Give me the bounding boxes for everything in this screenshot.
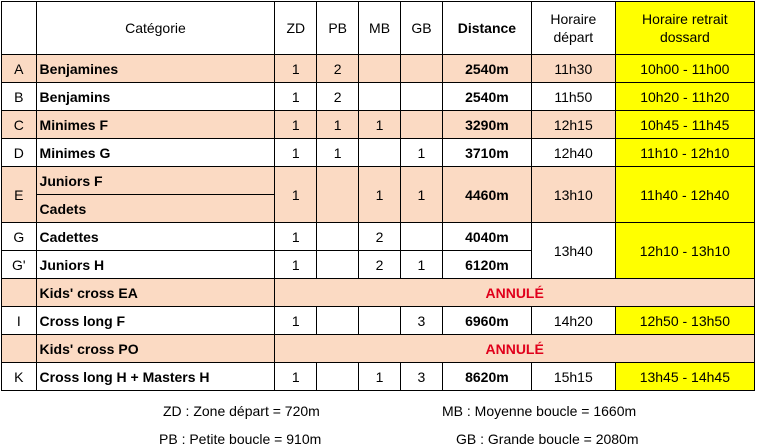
row-depart: 11h30: [531, 55, 615, 83]
row-retrait: 10h20 - 11h20: [615, 83, 754, 111]
row-distance: 2540m: [442, 55, 531, 83]
table-row: [2, 111, 755, 139]
row-mb: 1: [359, 111, 401, 139]
row-code: B: [2, 83, 37, 111]
row-depart: 11h50: [531, 83, 615, 111]
row-zd: 1: [275, 251, 317, 279]
table-row: [2, 83, 755, 111]
row-distance: 8620m: [442, 363, 531, 391]
row-category: Kids' cross EA: [36, 279, 275, 307]
row-category: Cross long H + Masters H: [36, 363, 275, 391]
row-pb: [317, 167, 359, 223]
row-mb: [359, 307, 401, 335]
row-code: C: [2, 111, 37, 139]
row-code: A: [2, 55, 37, 83]
row-code: I: [2, 307, 37, 335]
row-pb: [317, 223, 359, 251]
row-pb: [317, 307, 359, 335]
row-retrait: 10h00 - 11h00: [615, 55, 754, 83]
header-row: [2, 2, 755, 55]
row-category: Benjamines: [36, 55, 275, 83]
row-distance: 4040m: [442, 223, 531, 251]
row-pb: [317, 251, 359, 279]
row-gb: 3: [401, 363, 443, 391]
legend-mb: MB : Moyenne boucle = 1660m: [442, 403, 637, 419]
row-category: Cadettes: [36, 223, 275, 251]
table-row: [2, 167, 755, 195]
row-depart: 13h10: [531, 167, 615, 223]
row-zd: 1: [275, 307, 317, 335]
row-gb: 3: [401, 307, 443, 335]
row-gb: [401, 223, 443, 251]
row-category: Juniors H: [36, 251, 275, 279]
row-distance: 6120m: [442, 251, 531, 279]
table-row: [2, 363, 755, 391]
row-pb: 2: [317, 83, 359, 111]
header-zd: ZD: [275, 2, 317, 55]
row-category: Cross long F: [36, 307, 275, 335]
row-gb: 1: [401, 167, 443, 223]
row-pb: 1: [317, 139, 359, 167]
row-retrait: 11h40 - 12h40: [615, 167, 754, 223]
row-code: E: [2, 167, 37, 223]
row-code: G: [2, 223, 37, 251]
row-depart: 12h40: [531, 139, 615, 167]
row-retrait: 11h10 - 12h10: [615, 139, 754, 167]
row-retrait: 12h50 - 13h50: [615, 307, 754, 335]
row-zd: 1: [275, 139, 317, 167]
row-gb: [401, 111, 443, 139]
row-gb: 1: [401, 251, 443, 279]
row-retrait: 13h45 - 14h45: [615, 363, 754, 391]
row-code: D: [2, 139, 37, 167]
row-zd: 1: [275, 111, 317, 139]
row-code: K: [2, 363, 37, 391]
row-zd: 1: [275, 55, 317, 83]
header-code: [2, 2, 37, 55]
row-depart: 12h15: [531, 111, 615, 139]
header-categorie: Catégorie: [36, 2, 275, 55]
header-gb: GB: [401, 2, 443, 55]
row-category: Kids' cross PO: [36, 335, 275, 363]
row-mb: 2: [359, 251, 401, 279]
header-horaire-retrait: Horaire retrait dossard: [615, 2, 754, 55]
row-category: Cadets: [36, 195, 275, 223]
row-category: Juniors F: [36, 167, 275, 195]
row-code: G': [2, 251, 37, 279]
race-schedule-table: [1, 1, 755, 391]
legend-zd: ZD : Zone départ = 720m: [163, 403, 320, 419]
row-distance: 6960m: [442, 307, 531, 335]
row-depart: 14h20: [531, 307, 615, 335]
row-pb: 2: [317, 55, 359, 83]
legend-gb: GB : Grande boucle = 2080m: [456, 431, 639, 447]
row-pb: 1: [317, 111, 359, 139]
row-category: Minimes F: [36, 111, 275, 139]
header-distance: Distance: [442, 2, 531, 55]
row-zd: 1: [275, 167, 317, 223]
header-mb: MB: [359, 2, 401, 55]
row-pb: [317, 363, 359, 391]
row-mb: 2: [359, 223, 401, 251]
header-horaire-depart: Horaire départ: [531, 2, 615, 55]
row-retrait: 10h45 - 11h45: [615, 111, 754, 139]
row-mb: 1: [359, 363, 401, 391]
row-distance: 4460m: [442, 167, 531, 223]
row-code: [2, 279, 37, 307]
row-mb: [359, 139, 401, 167]
row-depart: 13h40: [531, 223, 615, 279]
row-zd: 1: [275, 83, 317, 111]
row-gb: 1: [401, 139, 443, 167]
row-retrait: 12h10 - 13h10: [615, 223, 754, 279]
row-distance: 2540m: [442, 83, 531, 111]
row-zd: 1: [275, 223, 317, 251]
row-category: Minimes G: [36, 139, 275, 167]
cancelled-label: ANNULÉ: [275, 279, 755, 307]
row-zd: 1: [275, 363, 317, 391]
row-gb: [401, 83, 443, 111]
row-mb: [359, 55, 401, 83]
table-row: [2, 139, 755, 167]
row-gb: [401, 55, 443, 83]
table-row: [2, 223, 755, 251]
cancelled-label: ANNULÉ: [275, 335, 755, 363]
table-row: [2, 307, 755, 335]
header-pb: PB: [317, 2, 359, 55]
legend-pb: PB : Petite boucle = 910m: [159, 431, 322, 447]
table-row: [2, 55, 755, 83]
row-depart: 15h15: [531, 363, 615, 391]
row-code: [2, 335, 37, 363]
table-row: [2, 279, 755, 307]
row-category: Benjamins: [36, 83, 275, 111]
row-distance: 3290m: [442, 111, 531, 139]
row-mb: 1: [359, 167, 401, 223]
table-row: [2, 335, 755, 363]
row-distance: 3710m: [442, 139, 531, 167]
row-mb: [359, 83, 401, 111]
